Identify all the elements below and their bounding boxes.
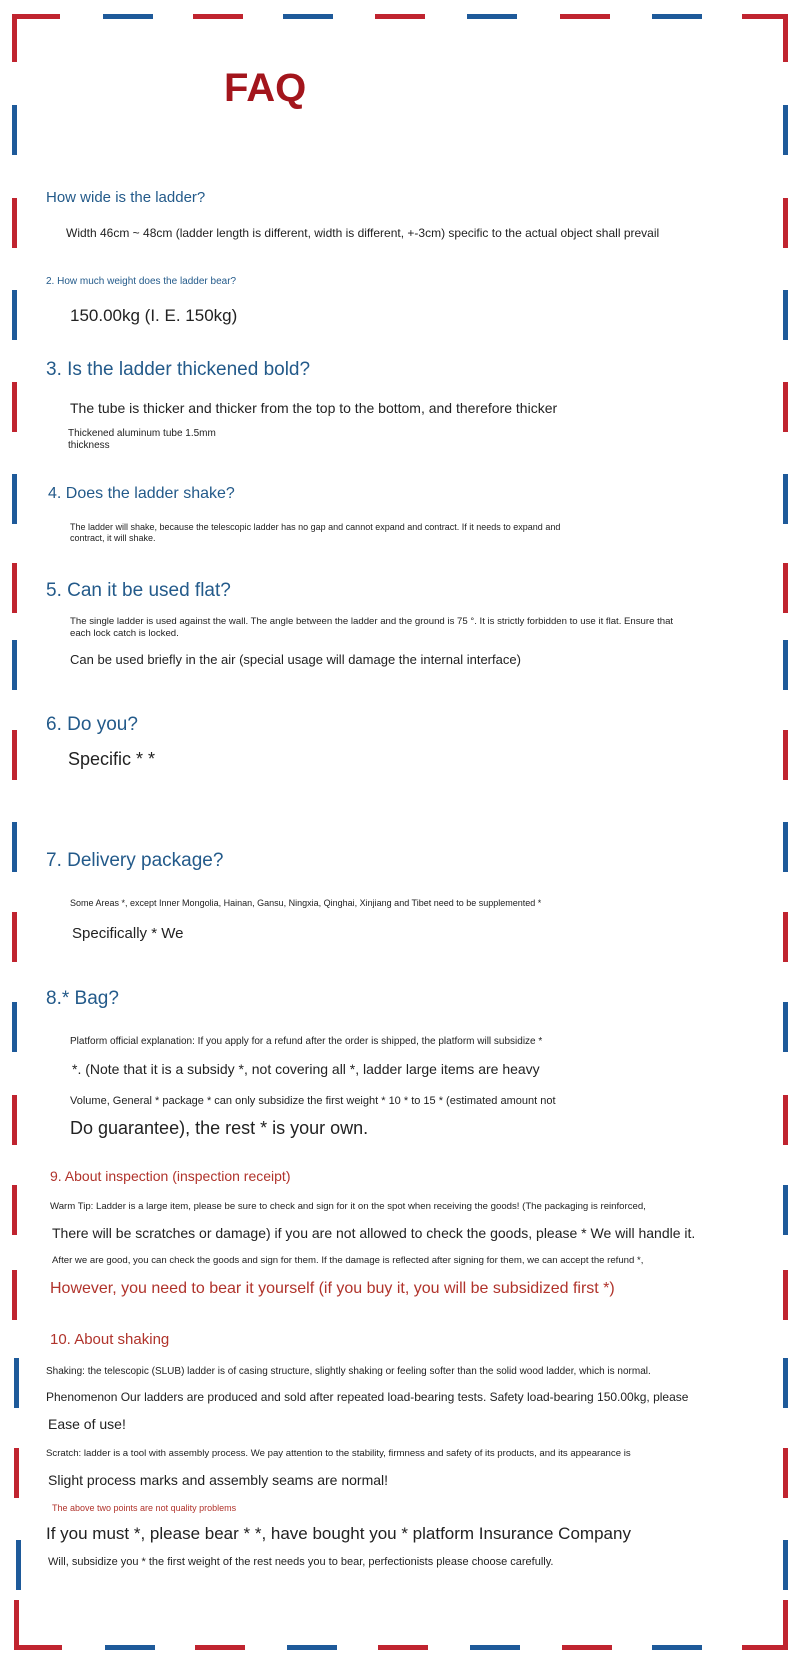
faq-answer-10-line5: Slight process marks and assembly seams are normal! <box>48 1472 389 1488</box>
faq-answer-4-line2: contract, it will shake. <box>70 533 156 543</box>
faq-note-3-line1: Thickened aluminum tube 1.5mm <box>68 428 216 439</box>
faq-answer-1: Width 46cm ~ 48cm (ladder length is different, width is different, +-3cm) specific to the actual object shall prevail <box>66 226 660 240</box>
faq-answer-2: 150.00kg (I. E. 150kg) <box>70 306 238 325</box>
faq-answer-4-line1: The ladder will shake, because the telescopic ladder has no gap and cannot expand and contract. If it needs to expand and <box>70 522 561 532</box>
faq-answer-8-line2: *. (Note that it is a subsidy *, not covering all *, ladder large items are heavy <box>72 1061 540 1077</box>
faq-question-2: 2. How much weight does the ladder bear? <box>46 276 237 287</box>
faq-answer-9-line3: After we are good, you can check the goods and sign for them. If the damage is reflected after signing for them, we can accept the refund *, <box>52 1255 644 1266</box>
faq-question-10: 10. About shaking <box>50 1331 170 1348</box>
faq-answer-8-line1: Platform official explanation: If you apply for a refund after the order is shipped, the platform will subsidize * <box>70 1036 543 1047</box>
faq-question-7: 7. Delivery package? <box>46 850 224 871</box>
border-bottom-dashes <box>14 1600 788 1650</box>
faq-question-4: 4. Does the ladder shake? <box>48 485 235 502</box>
faq-answer-10-line4: Scratch: ladder is a tool with assembly process. We pay attention to the stability, firmness and safety of its products, and its appearance is <box>46 1448 631 1459</box>
border-left-dashes <box>12 105 21 1590</box>
faq-answer-10-line6: If you must *, please bear * *, have bought you * platform Insurance Company <box>46 1524 631 1543</box>
faq-answer-7: Specifically * We <box>72 925 184 942</box>
border-right-dashes <box>783 105 788 1590</box>
border-top-corners <box>12 14 788 62</box>
page-title: FAQ <box>224 66 307 110</box>
faq-question-1: How wide is the ladder? <box>46 189 206 206</box>
faq-question-5: 5. Can it be used flat? <box>46 580 231 601</box>
faq-answer-8-line4: Do guarantee), the rest * is your own. <box>70 1118 369 1138</box>
faq-answer-8-line3: Volume, General * package * can only subsidize the first weight * 10 * to 15 * (estimated amount not <box>70 1095 556 1107</box>
faq-note-10: The above two points are not quality problems <box>52 1503 237 1513</box>
faq-answer-5-line1: The single ladder is used against the wall. The angle between the ladder and the ground is 75 °. It is strictly forbidden to use it flat. Ensure that <box>70 616 674 627</box>
faq-answer-10-line3: Ease of use! <box>48 1416 126 1432</box>
faq-answer-9-line4: However, you need to bear it yourself (if you buy it, you will be subsidized first *) <box>50 1280 615 1297</box>
faq-answer-9-line1: Warm Tip: Ladder is a large item, please be sure to check and sign for it on the spot when receiving the goods! (The packaging is reinforced, <box>50 1201 646 1212</box>
faq-answer-5-line2: each lock catch is locked. <box>70 628 179 639</box>
faq-answer-10-line2: Phenomenon Our ladders are produced and sold after repeated load-bearing tests. Safety load-bearing 150.00kg, please <box>46 1390 689 1404</box>
faq-question-3: 3. Is the ladder thickened bold? <box>46 359 311 380</box>
faq-answer-9-line2: There will be scratches or damage) if you are not allowed to check the goods, please * We will handle it. <box>52 1225 696 1241</box>
faq-answer-3: The tube is thicker and thicker from the top to the bottom, and therefore thicker <box>70 400 558 416</box>
faq-answer-10-line1: Shaking: the telescopic (SLUB) ladder is of casing structure, slightly shaking or feeling softer than the solid wood ladder, which is normal. <box>46 1366 651 1377</box>
faq-answer-7-small: Some Areas *, except Inner Mongolia, Hainan, Gansu, Ningxia, Qinghai, Xinjiang and Tibet need to be supplemented * <box>70 898 542 908</box>
faq-question-6: 6. Do you? <box>46 714 138 735</box>
faq-question-9: 9. About inspection (inspection receipt) <box>50 1168 291 1184</box>
faq-answer-5-extra: Can be used briefly in the air (special usage will damage the internal interface) <box>70 652 521 667</box>
faq-question-8: 8.* Bag? <box>46 988 119 1009</box>
border-top-dashes <box>12 14 788 19</box>
faq-answer-10-line7: Will, subsidize you * the first weight of the rest needs you to bear, perfectionists please choose carefully. <box>48 1556 554 1568</box>
faq-note-3-line2: thickness <box>68 440 110 451</box>
faq-answer-6: Specific * * <box>68 749 156 769</box>
